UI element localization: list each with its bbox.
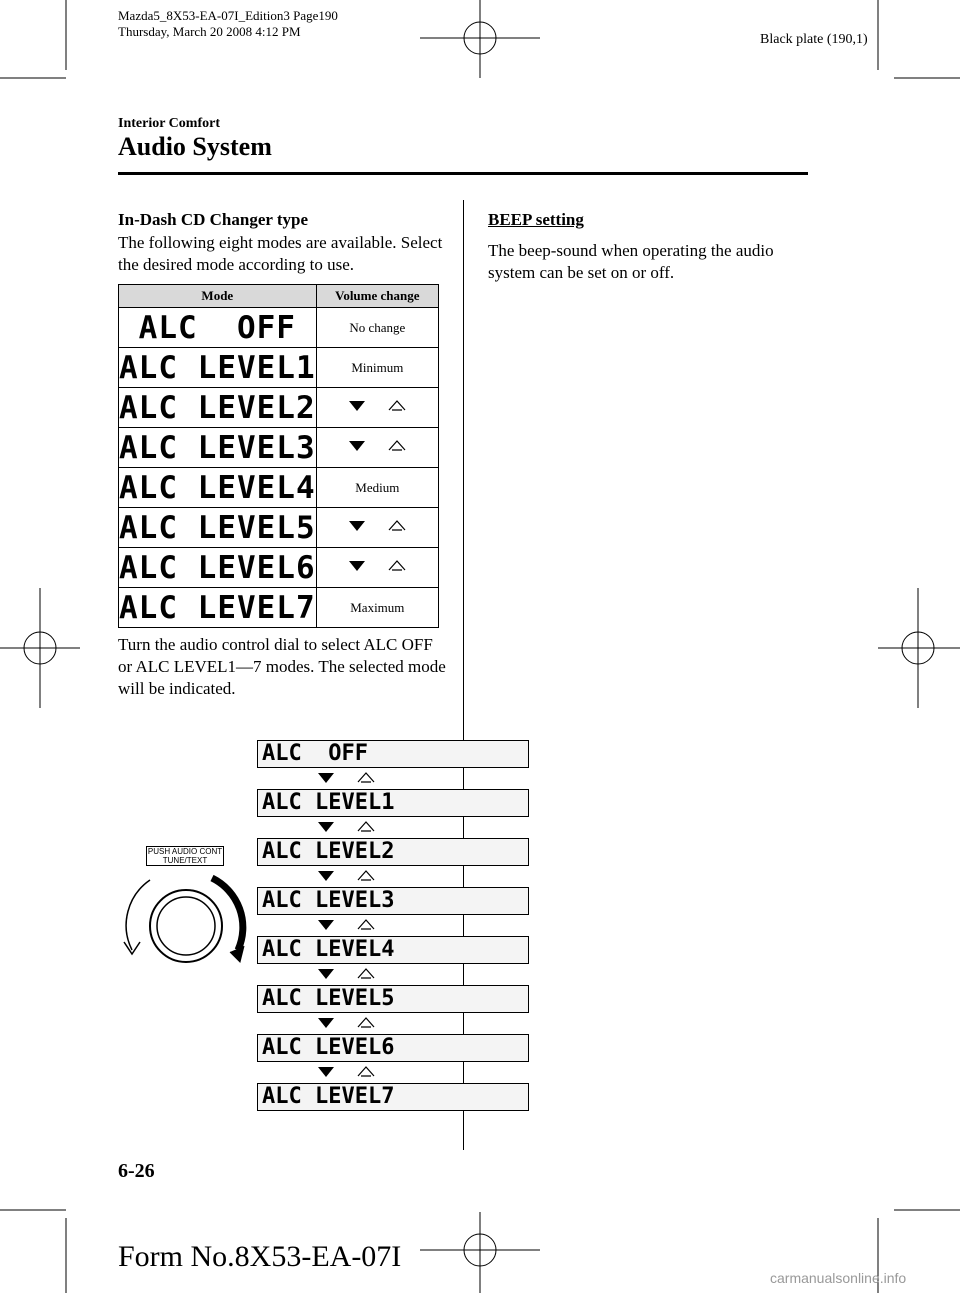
volume-cell bbox=[316, 308, 438, 348]
table-row bbox=[119, 308, 439, 348]
mode-table bbox=[118, 284, 439, 628]
mode-lcd-text: ALC OFF bbox=[138, 309, 296, 346]
mode-lcd-text: ALC LEVEL1 bbox=[119, 349, 316, 386]
intro-text: The following eight modes are available. Select the desired mode according to use. bbox=[118, 233, 443, 274]
down-up-arrows-icon bbox=[314, 917, 378, 933]
print-meta-line2: Thursday, March 20 2008 4:12 PM bbox=[118, 24, 301, 39]
lcd-display bbox=[257, 936, 529, 964]
table-row bbox=[119, 348, 439, 388]
mode-lcd-text: ALC LEVEL6 bbox=[119, 549, 316, 586]
lcd-display bbox=[257, 740, 529, 768]
down-up-arrows-icon bbox=[345, 518, 409, 534]
step-arrows bbox=[314, 868, 378, 889]
page-title: Audio System bbox=[118, 132, 272, 161]
header-volume: Volume change bbox=[316, 285, 438, 308]
table-header-row bbox=[119, 285, 439, 308]
audio-dial-icon bbox=[120, 860, 250, 990]
mode-lcd-text: ALC LEVEL7 bbox=[119, 589, 316, 626]
knob-label-line2: TUNE/TEXT bbox=[162, 856, 208, 865]
table-row bbox=[119, 388, 439, 428]
plate-label: Black plate (190,1) bbox=[760, 32, 868, 47]
lcd-display bbox=[257, 985, 529, 1013]
step-arrows bbox=[314, 966, 378, 987]
step-arrows bbox=[345, 518, 409, 534]
page-number: 6-26 bbox=[118, 1160, 155, 1182]
lcd-display-text: ALC LEVEL5 bbox=[262, 986, 395, 1011]
step-arrows bbox=[314, 770, 378, 791]
table-row bbox=[119, 508, 439, 548]
table-row bbox=[119, 428, 439, 468]
lcd-display-text: ALC LEVEL6 bbox=[262, 1035, 395, 1060]
mode-cell bbox=[119, 548, 317, 588]
beep-heading: BEEP setting bbox=[488, 210, 584, 229]
volume-cell bbox=[316, 388, 438, 428]
mode-lcd-text: ALC LEVEL4 bbox=[119, 469, 316, 506]
header-mode: Mode bbox=[119, 285, 317, 308]
table-row bbox=[119, 588, 439, 628]
print-meta-line1: Mazda5_8X53-EA-07I_Edition3 Page190 bbox=[118, 8, 338, 23]
step-arrows bbox=[345, 558, 409, 574]
mode-lcd-text: ALC LEVEL5 bbox=[119, 509, 316, 546]
knob-label-line1: PUSH AUDIO CONT bbox=[147, 847, 223, 856]
step-arrows bbox=[345, 438, 409, 454]
down-up-arrows-icon bbox=[345, 438, 409, 454]
mode-cell bbox=[119, 428, 317, 468]
lcd-display bbox=[257, 789, 529, 817]
volume-text: Minimum bbox=[351, 359, 404, 375]
mode-lcd-text: ALC LEVEL3 bbox=[119, 429, 316, 466]
lcd-display bbox=[257, 887, 529, 915]
lcd-display-text: ALC LEVEL7 bbox=[262, 1084, 395, 1109]
mode-cell bbox=[119, 468, 317, 508]
volume-cell bbox=[316, 468, 438, 508]
lcd-display-text: ALC LEVEL3 bbox=[262, 888, 395, 913]
mode-cell bbox=[119, 348, 317, 388]
subhead: In-Dash CD Changer type bbox=[118, 210, 309, 229]
down-up-arrows-icon bbox=[345, 398, 409, 414]
lcd-display bbox=[257, 838, 529, 866]
lcd-display-text: ALC LEVEL2 bbox=[262, 839, 395, 864]
volume-cell bbox=[316, 548, 438, 588]
step-arrows bbox=[314, 819, 378, 840]
knob-label bbox=[146, 846, 224, 866]
lcd-display bbox=[257, 1083, 529, 1111]
section-label: Interior Comfort bbox=[118, 116, 220, 131]
down-up-arrows-icon bbox=[314, 966, 378, 982]
form-number: Form No.8X53-EA-07I bbox=[118, 1240, 402, 1273]
lcd-display-text: ALC LEVEL4 bbox=[262, 937, 395, 962]
dial-diagram bbox=[100, 730, 440, 1120]
down-up-arrows-icon bbox=[345, 558, 409, 574]
step-arrows bbox=[314, 917, 378, 938]
down-up-arrows-icon bbox=[314, 770, 378, 786]
step-arrows bbox=[345, 398, 409, 414]
print-meta bbox=[118, 8, 338, 40]
mode-cell bbox=[119, 508, 317, 548]
mode-cell bbox=[119, 308, 317, 348]
volume-cell bbox=[316, 588, 438, 628]
title-rule bbox=[118, 172, 808, 175]
lcd-display-text: ALC LEVEL1 bbox=[262, 790, 395, 815]
down-up-arrows-icon bbox=[314, 1064, 378, 1080]
step-arrows bbox=[314, 1064, 378, 1085]
watermark: carmanualsonline.info bbox=[770, 1270, 907, 1286]
lcd-display-text: ALC OFF bbox=[262, 741, 368, 766]
volume-cell bbox=[316, 508, 438, 548]
table-row bbox=[119, 548, 439, 588]
mode-lcd-text: ALC LEVEL2 bbox=[119, 389, 316, 426]
step-arrows bbox=[314, 1015, 378, 1036]
beep-text: The beep-sound when operating the audio system can be set on or off. bbox=[488, 241, 774, 282]
mode-cell bbox=[119, 388, 317, 428]
volume-text: Maximum bbox=[350, 599, 405, 615]
mode-cell bbox=[119, 588, 317, 628]
instruction-text: Turn the audio control dial to select ALC OFF or ALC LEVEL1―7 modes. The selected mode will be indicated. bbox=[118, 635, 446, 698]
volume-cell bbox=[316, 428, 438, 468]
down-up-arrows-icon bbox=[314, 868, 378, 884]
lcd-display bbox=[257, 1034, 529, 1062]
table-row bbox=[119, 468, 439, 508]
down-up-arrows-icon bbox=[314, 1015, 378, 1031]
down-up-arrows-icon bbox=[314, 819, 378, 835]
volume-cell bbox=[316, 348, 438, 388]
volume-text: Medium bbox=[355, 479, 400, 495]
volume-text: No change bbox=[349, 319, 406, 335]
